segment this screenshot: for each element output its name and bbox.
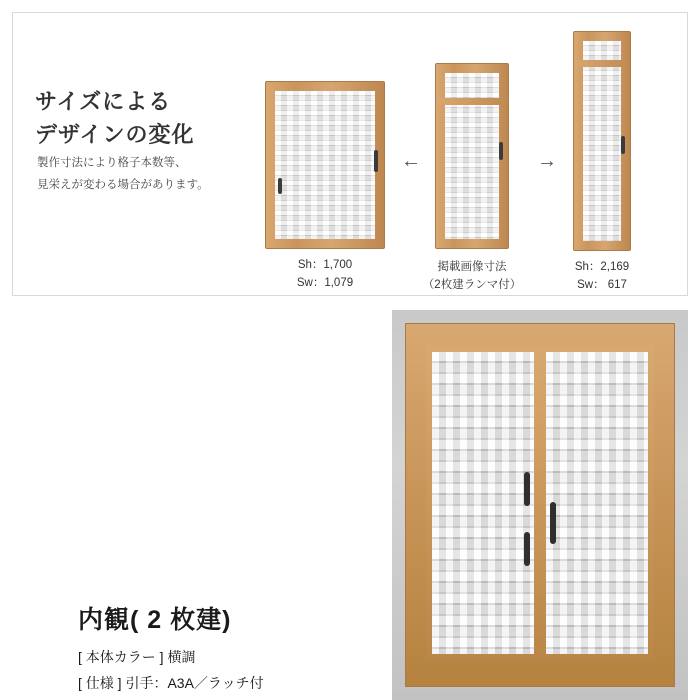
door-reference <box>435 63 509 249</box>
headline-line-2: デザインの変化 <box>35 122 195 147</box>
caption-wide <box>259 257 391 293</box>
door-handle <box>621 136 625 154</box>
panel-headline <box>35 85 194 151</box>
panel-subtext <box>37 153 209 197</box>
louver-pattern <box>583 41 621 241</box>
door-wide <box>265 81 385 249</box>
arrow-right-icon: → <box>537 150 557 172</box>
door-handle <box>374 150 378 172</box>
spec-key-color: [ 本体カラー ] <box>78 649 164 665</box>
door-leaf-right <box>540 346 654 660</box>
door-handle <box>499 142 503 160</box>
door-handle-right <box>550 502 556 544</box>
headline-line-1: サイズによる <box>35 89 172 114</box>
door-latch <box>278 178 282 194</box>
size-variation-panel <box>12 12 688 296</box>
view-title: 内観( 2 枚建) <box>78 606 232 634</box>
spec-key-spec: [ 仕様 ] <box>78 674 122 691</box>
arrow-left-icon: ← <box>401 150 421 172</box>
spec-row-color <box>78 645 264 671</box>
louver-pattern <box>275 91 375 239</box>
interior-view-photo <box>392 310 688 700</box>
louver-glass-left <box>432 352 534 654</box>
spec-row-spec <box>78 671 264 697</box>
subtext-line-1: 製作寸法により格子本数等、 <box>37 157 187 169</box>
caption-wide-line-1: Sh：1,700 <box>297 259 353 271</box>
caption-wide-line-2: Sw：1,079 <box>296 276 354 289</box>
spec-value-color: 横調 <box>167 649 196 665</box>
door-illustration-wide <box>265 81 385 289</box>
spec-value-spec: 引手：A3A／ラッチ付 <box>125 674 264 691</box>
door-leaves-container <box>426 346 654 660</box>
door-handle-left-upper <box>524 472 530 506</box>
caption-reference <box>407 259 537 295</box>
caption-narrow-line-1: Sh：2,169 <box>574 261 630 273</box>
door-illustration-reference <box>422 63 522 291</box>
transom-divider <box>436 98 508 105</box>
caption-reference-line-2: （2枚建ランマ付） <box>422 278 522 291</box>
subtext-line-2: 見栄えが変わる場合があります。 <box>37 178 209 191</box>
door-frame-photo <box>406 324 674 686</box>
door-leaf-left <box>426 346 540 660</box>
louver-glass-right <box>546 352 648 654</box>
transom-divider <box>574 60 630 67</box>
door-illustration-narrow <box>573 31 631 291</box>
caption-reference-line-1: 掲載画像寸法 <box>437 261 507 273</box>
caption-narrow <box>549 259 655 295</box>
door-handle-left-lower <box>524 532 530 566</box>
door-wide-glass <box>275 91 375 239</box>
door-narrow-glass <box>583 41 621 241</box>
caption-narrow-line-2: Sw： 617 <box>577 278 627 291</box>
spec-list <box>78 645 264 697</box>
door-narrow <box>573 31 631 251</box>
